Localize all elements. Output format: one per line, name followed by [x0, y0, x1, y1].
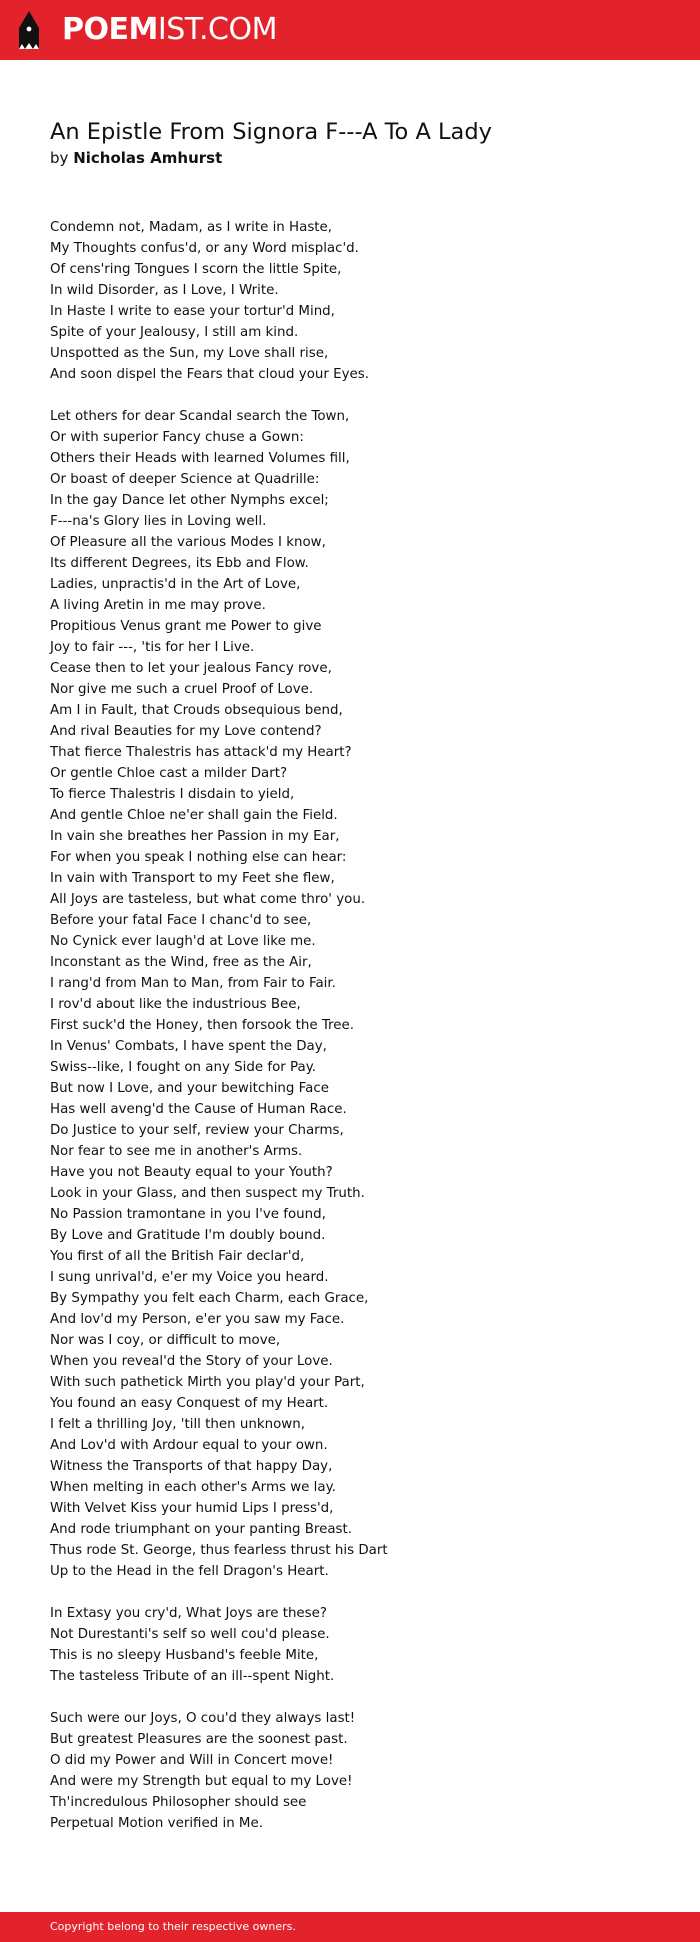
poem-line: Its different Degrees, its Ebb and Flow.: [50, 556, 309, 571]
poem-line: With Velvet Kiss your humid Lips I press'd,: [50, 1501, 334, 1516]
poem-line: And rival Beauties for my Love contend?: [50, 724, 322, 739]
copyright-notice: Copyright belong to their respective owners.: [50, 1920, 296, 1933]
poem-line: Nor was I coy, or difficult to move,: [50, 1333, 281, 1348]
poem-line: By Sympathy you felt each Charm, each Grace,: [50, 1291, 369, 1306]
poem-line: Let others for dear Scandal search the Town,: [50, 409, 350, 424]
poem-line: Th'incredulous Philosopher should see: [50, 1795, 307, 1810]
poem-line: In the gay Dance let other Nymphs excel;: [50, 493, 329, 508]
poem-line: Joy to fair ---, 'tis for her I Live.: [50, 640, 255, 655]
poem-line: With such pathetick Mirth you play'd your Part,: [50, 1375, 365, 1390]
poem-line: You found an easy Conquest of my Heart.: [50, 1396, 329, 1411]
poem-line: My Thoughts confus'd, or any Word misplac'd.: [50, 241, 359, 256]
poem-line: Swiss--like, I fought on any Side for Pay.: [50, 1060, 316, 1075]
poem-line: Look in your Glass, and then suspect my Truth.: [50, 1186, 365, 1201]
site-logo-text: [62, 10, 277, 50]
poem-line: But now I Love, and your bewitching Face: [50, 1081, 329, 1096]
poem-line: Witness the Transports of that happy Day,: [50, 1459, 333, 1474]
site-header: [0, 0, 700, 60]
poem-line: In Venus' Combats, I have spent the Day,: [50, 1039, 327, 1054]
poem-line: A living Aretin in me may prove.: [50, 598, 266, 613]
poem-line: Nor give me such a cruel Proof of Love.: [50, 682, 314, 697]
poem-line: I rang'd from Man to Man, from Fair to Fair.: [50, 976, 336, 991]
poem-line: That fierce Thalestris has attack'd my Heart?: [50, 745, 352, 760]
poem-title: An Epistle From Signora F---A To A Lady: [50, 119, 492, 145]
poem-line: Or gentle Chloe cast a milder Dart?: [50, 766, 288, 781]
poem-line: Has well aveng'd the Cause of Human Race.: [50, 1102, 347, 1117]
poem-line: When melting in each other's Arms we lay.: [50, 1480, 336, 1495]
poem-line: F---na's Glory lies in Loving well.: [50, 514, 267, 529]
poem-line: And rode triumphant on your panting Breast.: [50, 1522, 353, 1537]
logo-text-bold: POEM: [62, 12, 158, 47]
poem-line: Or boast of deeper Science at Quadrille:: [50, 472, 320, 487]
poem-line: Thus rode St. George, thus fearless thrust his Dart: [50, 1543, 388, 1558]
poem-line: Have you not Beauty equal to your Youth?: [50, 1165, 333, 1180]
pen-nib-logo-icon: [14, 10, 44, 50]
author-link[interactable]: Nicholas Amhurst: [73, 149, 223, 167]
poem-line: Up to the Head in the fell Dragon's Heart.: [50, 1564, 329, 1579]
poem-line: In vain she breathes her Passion in my Ear,: [50, 829, 340, 844]
poem-line: Nor fear to see me in another's Arms.: [50, 1144, 303, 1159]
poem-line: Spite of your Jealousy, I still am kind.: [50, 325, 299, 340]
poem-body: [50, 217, 670, 1855]
poem-stanza: [50, 1708, 670, 1834]
poem-byline: [50, 146, 222, 170]
poem-line: Perpetual Motion verified in Me.: [50, 1816, 263, 1831]
poem-line: The tasteless Tribute of an ill--spent Night.: [50, 1669, 335, 1684]
poem-line: By Love and Gratitude I'm doubly bound.: [50, 1228, 326, 1243]
poem-line: First suck'd the Honey, then forsook the Tree.: [50, 1018, 355, 1033]
site-logo-link[interactable]: [14, 10, 277, 50]
poem-stanza: [50, 406, 670, 1582]
poem-line: Cease then to let your jealous Fancy rove,: [50, 661, 332, 676]
poem-line: This is no sleepy Husband's feeble Mite,: [50, 1648, 319, 1663]
poem-line: Unspotted as the Sun, my Love shall rise,: [50, 346, 329, 361]
poem-line: O did my Power and Will in Concert move!: [50, 1753, 334, 1768]
poem-line: No Cynick ever laugh'd at Love like me.: [50, 934, 316, 949]
poem-line: Ladies, unpractis'd in the Art of Love,: [50, 577, 301, 592]
site-footer: [0, 1912, 700, 1942]
poem-line: In Haste I write to ease your tortur'd Mind,: [50, 304, 335, 319]
poem-line: No Passion tramontane in you I've found,: [50, 1207, 326, 1222]
poem-line: Propitious Venus grant me Power to give: [50, 619, 322, 634]
poem-line: For when you speak I nothing else can hear:: [50, 850, 347, 865]
poem-line: Of Pleasure all the various Modes I know,: [50, 535, 326, 550]
poem-line: I rov'd about like the industrious Bee,: [50, 997, 301, 1012]
poem-line: Do Justice to your self, review your Charms,: [50, 1123, 344, 1138]
poem-line: Not Durestanti's self so well cou'd please.: [50, 1627, 330, 1642]
poem-line: All Joys are tasteless, but what come thro' you.: [50, 892, 366, 907]
poem-line: Such were our Joys, O cou'd they always last!: [50, 1711, 356, 1726]
by-label: by: [50, 149, 69, 167]
poem-line: And soon dispel the Fears that cloud your Eyes.: [50, 367, 369, 382]
poem-line: In wild Disorder, as I Love, I Write.: [50, 283, 279, 298]
poem-stanza: [50, 217, 670, 385]
poem-line: In vain with Transport to my Feet she flew,: [50, 871, 335, 886]
poem-stanza: [50, 1603, 670, 1687]
poem-line: And lov'd my Person, e'er you saw my Face.: [50, 1312, 345, 1327]
poem-line: Am I in Fault, that Crouds obsequious bend,: [50, 703, 343, 718]
poem-line: To fierce Thalestris I disdain to yield,: [50, 787, 295, 802]
poem-line: You first of all the British Fair declar'd,: [50, 1249, 305, 1264]
poem-line: And were my Strength but equal to my Love!: [50, 1774, 353, 1789]
poem-line: Of cens'ring Tongues I scorn the little Spite,: [50, 262, 342, 277]
poem-line: I sung unrival'd, e'er my Voice you heard.: [50, 1270, 329, 1285]
logo-text-light: IST.COM: [157, 12, 277, 47]
poem-line: Inconstant as the Wind, free as the Air,: [50, 955, 312, 970]
poem-line: But greatest Pleasures are the soonest past.: [50, 1732, 348, 1747]
poem-line: And Lov'd with Ardour equal to your own.: [50, 1438, 328, 1453]
poem-line: And gentle Chloe ne'er shall gain the Field.: [50, 808, 338, 823]
poem-line: Before your fatal Face I chanc'd to see,: [50, 913, 312, 928]
poem-line: Others their Heads with learned Volumes fill,: [50, 451, 350, 466]
poem-line: Condemn not, Madam, as I write in Haste,: [50, 220, 333, 235]
poem-line: In Extasy you cry'd, What Joys are these?: [50, 1606, 327, 1621]
poem-line: I felt a thrilling Joy, 'till then unknown,: [50, 1417, 305, 1432]
poem-line: When you reveal'd the Story of your Love.: [50, 1354, 333, 1369]
poem-line: Or with superior Fancy chuse a Gown:: [50, 430, 304, 445]
